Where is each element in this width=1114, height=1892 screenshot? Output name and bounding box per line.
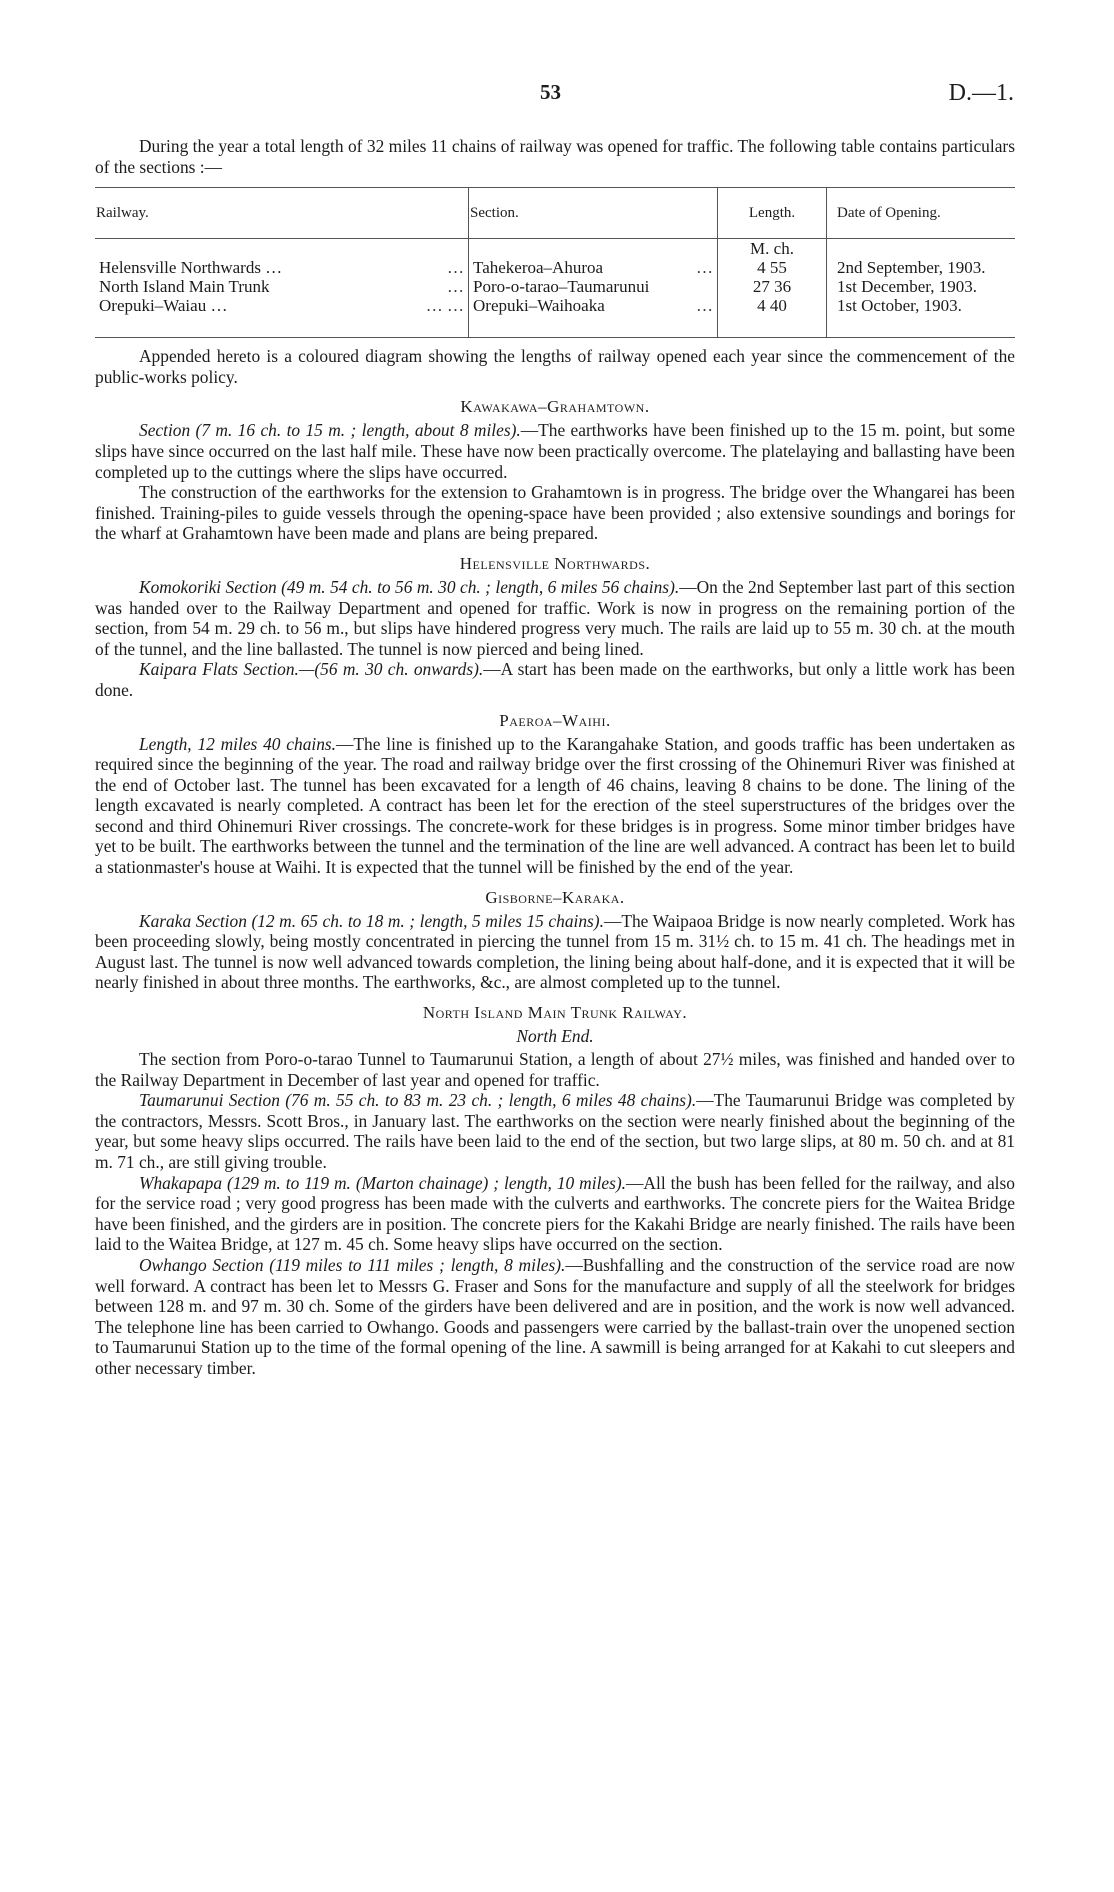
paragraph-text: —The Waipaoa Bridge is now nearly completed. Work has been proceeding slowly, being mostly concentrated in piercing the tunnel from 15 m. 31½ ch. to 15 m. 41 ch. The headings met in August last. The tunnel is now well advanced towards completion, the lining being about half-done, and it is expected that it will be nearly finished in about three months. The earthworks, &c., are almost completed up to the tunnel. [95, 910, 1015, 993]
appended-paragraph: Appended hereto is a coloured diagram showing the lengths of railway opened each year since the commencement of the public-works policy. [95, 346, 1015, 387]
section-paragraph [95, 734, 1015, 878]
railway-name: Orepuki–Waiau … [99, 296, 228, 316]
col-header-length: Length. [718, 188, 827, 239]
table-row [95, 277, 1015, 296]
leader-dots: … [696, 296, 713, 316]
paragraph-text: —On the 2nd September last part of this section was handed over to the Railway Department and opened for traffic. Work is now in progress on the remaining portion of the section, from 54 m. 29 ch. to 56 m., but slips have hindered progress very much. The rails are laid up to 55 m. 30 ch. at the mouth of the tunnel, and the line ballasted. The tunnel is now pierced and being lined. [95, 576, 1015, 659]
paragraph-lead: Karaka Section (12 m. 65 ch. to 18 m. ; length, 5 miles 15 chains). [139, 910, 604, 931]
section-paragraph [95, 659, 1015, 700]
opening-date: 1st December, 1903. [827, 277, 1016, 296]
section-paragraph [95, 1255, 1015, 1379]
length-units: M. ch. [718, 239, 827, 259]
section-paragraph [95, 1173, 1015, 1255]
section-heading: North Island Main Trunk Railway. [422, 1003, 688, 1023]
paragraph-text: —All the bush has been felled for the railway, and also for the service road ; very good progress has been made with the culverts and earthworks. The concrete piers for the Waitea Bridge have been finished, and the girders are in position. The concrete piers for the Kakahi Bridge are nearly finished. The rails have been laid to the Waitea Bridge, at 127 m. 45 ch. Some heavy slips have occurred on the section. [95, 1172, 1015, 1255]
leader-dots: … [447, 258, 464, 278]
col-header-section: Section. [469, 188, 718, 239]
paragraph-text: —The line is finished up to the Karangahake Station, and goods traffic has been undertaken as required since the beginning of the year. The road and railway bridge over the first crossing of the Ohinemuri River was finished at the end of October last. The tunnel has been excavated for a length of 46 chains, leaving 8 chains to be done. The lining of the length excavated is nearly completed. A contract has been let for the erection of the steel superstructures of the bridges over the second and third Ohinemuri River crossings. The concrete-work for these bridges is in progress. Some minor timber bridges have yet to be built. The earthworks between the tunnel and the termination of the line are well advanced. A contract has been let to build a stationmaster's house at Waihi. It is expected that the tunnel will be finished by the end of the year. [95, 733, 1015, 878]
document-body [95, 136, 1015, 1379]
section-paragraph [95, 1090, 1015, 1172]
paragraph-lead: Length, 12 miles 40 chains. [139, 733, 337, 754]
col-header-railway: Railway. [95, 188, 469, 239]
section-name: Tahekeroa–Ahuroa [473, 258, 604, 278]
paragraph-text: The section from Poro-o-tarao Tunnel to Taumarunui Station, a length of about 27½ miles, was finished and handed over to the Railway Department in December of last year and opened for traffic. [95, 1049, 1015, 1090]
paragraph-text: The construction of the earthworks for the extension to Grahamtown is in progress. The bridge over the Whangarei has been finished. Training-piles to guide vessels through the opening-space have been provided ; also extensive soundings and borings for the wharf at Grahamtown have been made and plans are being prepared. [95, 482, 1015, 544]
opening-date: 2nd September, 1903. [827, 258, 1016, 277]
section-subheading: North End. [516, 1026, 594, 1047]
section-paragraph [95, 482, 1015, 544]
paragraph-text: —A start has been made on the earthworks, but only a little work has been done. [95, 659, 1015, 700]
section-heading: Gisborne–Karaka. [485, 887, 625, 907]
opening-date: 1st October, 1903. [827, 296, 1016, 338]
section-paragraph [95, 911, 1015, 993]
section-name: Poro-o-tarao–Taumarunui [473, 277, 650, 297]
table-row [95, 296, 1015, 338]
railway-name: North Island Main Trunk [99, 277, 270, 297]
paragraph-text: —The earthworks have been finished up to the 15 m. point, but some slips have since occurred on the last half mile. These have now been practically overcome. The platelaying and ballasting have been completed up to the cuttings where the slips have occurred. [95, 420, 1015, 482]
section-paragraph [95, 420, 1015, 482]
paragraph-lead: Whakapapa (129 m. to 119 m. (Marton chainage) ; length, 10 miles). [139, 1172, 627, 1193]
length-value: 4 40 [718, 296, 827, 338]
leader-dots: … … [425, 296, 464, 316]
length-value: 4 55 [718, 258, 827, 277]
section-paragraph [95, 577, 1015, 659]
paragraph-lead: Kaipara Flats Section.—(56 m. 30 ch. onwards). [139, 659, 484, 680]
units-row [95, 239, 1015, 259]
paragraph-lead: Taumarunui Section (76 m. 55 ch. to 83 m. 23 ch. ; length, 6 miles 48 chains). [139, 1090, 697, 1111]
intro-paragraph: During the year a total length of 32 miles 11 chains of railway was opened for traffic. The following table contains particulars of the sections :— [95, 136, 1015, 177]
leader-dots: … [447, 277, 464, 297]
paragraph-lead: Owhango Section (119 miles to 111 miles ; length, 8 miles). [139, 1254, 566, 1275]
section-heading: Paeroa–Waihi. [499, 710, 611, 730]
paragraph-lead: Section (7 m. 16 ch. to 15 m. ; length, about 8 miles). [139, 420, 521, 441]
paragraph-lead: Komokoriki Section (49 m. 54 ch. to 56 m. 30 ch. ; length, 6 miles 56 chains). [139, 576, 680, 597]
col-header-date: Date of Opening. [827, 188, 1016, 239]
leader-dots: … [696, 258, 713, 278]
document-reference: D.—1. [948, 80, 1014, 106]
paragraph-text: —Bushfalling and the construction of the service road are now well forward. A contract has been let to Messrs G. Fraser and Sons for the manufacture and supply of all the steelwork for bridges between 128 m. and 97 m. 30 ch. Some of the girders have been delivered and are in position, and the work is now well advanced. The telephone line has been carried to Owhango. Goods and passengers were carried by the ballast-train over the unopened section to Taumarunui Station up to the time of the formal opening of the line. A sawmill is being arranged for at Kakahi to cut sleepers and other necessary timber. [95, 1254, 1015, 1378]
page-number: 53 [540, 80, 561, 104]
section-name: Orepuki–Waihoaka [473, 296, 605, 316]
railway-name: Helensville Northwards … [99, 258, 283, 278]
railway-table [95, 187, 1015, 338]
section-heading: Helensville Northwards. [459, 553, 651, 573]
length-value: 27 36 [718, 277, 827, 296]
table-row [95, 258, 1015, 277]
section-heading: Kawakawa–Grahamtown. [460, 397, 650, 417]
paragraph-text: —The Taumarunui Bridge was completed by the contractors, Messrs. Scott Bros., in January last. The earthworks on the section were nearly finished about the beginning of the year, but some heavy slips occurred. The rails have been laid to the end of the section, but two large slips, at 80 m. 50 ch. and at 81 m. 71 ch., are still giving trouble. [95, 1090, 1015, 1172]
section-paragraph [95, 1049, 1015, 1090]
